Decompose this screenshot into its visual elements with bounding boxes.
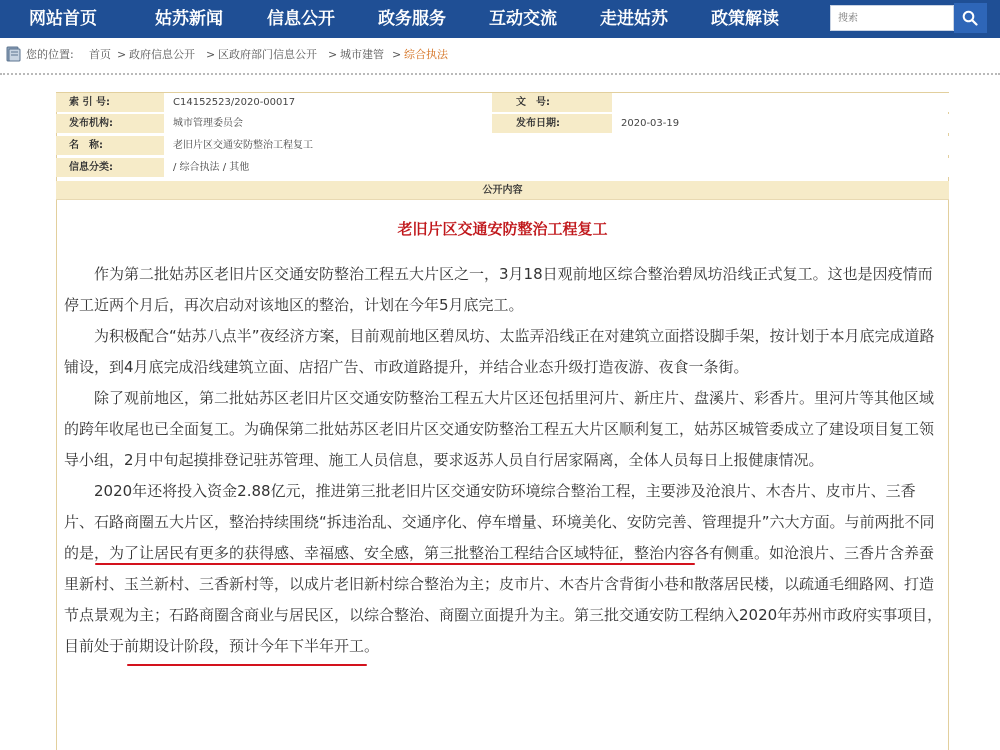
article-paragraph: 除了观前地区，第二批姑苏区老旧片区交通安防整治工程五大片区还包括里河片、新庄片、盘溪片、彩香片。里河片等其他区域的跨年收尾也已全面复工。为确保第二批姑苏区老旧片区交通安防整治工程五大片区顺利复工，姑苏区城管委成立了建设项目复工领导小组，2月中旬起摸排登记驻苏管理、施工人员信息，要求返苏人员自行居家隔离，全体人员每日上报健康情况。 <box>64 389 935 469</box>
divider <box>0 73 1000 75</box>
article-paragraph: 作为第二批姑苏区老旧片区交通安防整治工程五大片区之一，3月18日观前地区综合整治碧凤坊沿线正式复工。这也是因疫情而停工近两个月后，再次启动对该地区的整治，计划在今年5月底完工。 <box>64 265 933 314</box>
location-book-icon <box>5 45 23 63</box>
date-value: 2020-03-19 <box>612 114 949 133</box>
nav-item-home[interactable]: 网站首页 <box>29 9 97 29</box>
index-value: C14152523/2020-00017 <box>164 93 492 112</box>
info-row-org <box>56 114 949 133</box>
article-paragraph: 为积极配合“姑苏八点半”夜经济方案，目前观前地区碧凤坊、太监弄沿线正在对建筑立面搭设脚手架，按计划于本月底完成道路铺设，到4月底完成沿线建筑立面、店招广告、市政道路提升，并结合业态升级打造夜游、夜食一条街。 <box>64 327 935 376</box>
category-value: / 综合执法 / 其他 <box>164 158 949 177</box>
nav-item-info-public[interactable]: 信息公开 <box>267 9 335 29</box>
breadcrumb-dept-info[interactable]: 区政府部门信息公开 <box>218 48 317 61</box>
doc-no-label: 文 号: <box>492 93 612 112</box>
article-title: 老旧片区交通安防整治工程复工 <box>397 220 608 238</box>
breadcrumb-sep: > <box>117 48 127 61</box>
breadcrumb-current[interactable]: 综合执法 <box>404 48 448 61</box>
breadcrumb-urban[interactable]: 城市建管 <box>340 48 384 61</box>
annotation-underline <box>95 563 695 565</box>
breadcrumb-sep: > <box>328 48 338 61</box>
org-value: 城市管理委员会 <box>164 114 492 133</box>
date-label: 发布日期: <box>492 114 612 133</box>
article-body <box>64 259 944 662</box>
nav-item-interaction[interactable]: 互动交流 <box>489 9 557 29</box>
doc-no-value <box>612 93 949 112</box>
nav-item-services[interactable]: 政务服务 <box>378 9 446 29</box>
name-value: 老旧片区交通安防整治工程复工 <box>164 136 949 155</box>
org-label: 发布机构: <box>56 114 164 133</box>
nav-item-policy[interactable]: 政策解读 <box>711 9 779 29</box>
search-button[interactable] <box>954 3 987 33</box>
breadcrumb-info-public[interactable]: 政府信息公开 <box>129 48 195 61</box>
breadcrumb-sep: > <box>392 48 402 61</box>
name-label: 名 称: <box>56 136 164 155</box>
article-paragraph: 2020年还将投入资金2.88亿元，推进第三批老旧片区交通安防环境综合整治工程，主要涉及沧浪片、木杏片、皮市片、三香片、石路商圈五大片区，整治持续围绕“拆违治乱、交通序化、停车增量、环境美化、安防完善、管理提升”六大方面。与前两批不同的是，为了让居民有更多的获得感、幸福感、安全感，第三批整治工程结合区域特征，整治内容各有侧重。如沧浪片、三香片含养蚕里新村、玉兰新村、三香新村等，以成片老旧新村综合整治为主；皮市片、木杏片含背街小巷和散落居民楼，以疏通毛细路网、打造节点景观为主；石路商圈含商业与居民区，以综合整治、商圈立面提升为主。第三批交通安防工程纳入2020年苏州市政府实事项目，目前处于前期设计阶段，预计今年下半年开工。 <box>64 482 943 655</box>
breadcrumb-prefix: 您的位置: <box>26 48 74 61</box>
breadcrumb-home[interactable]: 首页 <box>89 48 111 61</box>
search-box <box>830 5 954 31</box>
nav-item-about[interactable]: 走进姑苏 <box>600 9 668 29</box>
nav-item-news[interactable]: 姑苏新闻 <box>155 9 223 29</box>
info-row-category <box>56 158 949 177</box>
top-nav <box>0 0 1000 38</box>
search-input[interactable] <box>831 7 951 31</box>
index-label: 索 引 号: <box>56 93 164 112</box>
info-row-index <box>56 92 949 111</box>
info-row-name <box>56 136 949 155</box>
annotation-underline <box>127 664 367 666</box>
category-label: 信息分类: <box>56 158 164 177</box>
search-icon <box>962 10 978 26</box>
breadcrumb-sep: > <box>206 48 216 61</box>
public-content-header: 公开内容 <box>56 181 949 200</box>
